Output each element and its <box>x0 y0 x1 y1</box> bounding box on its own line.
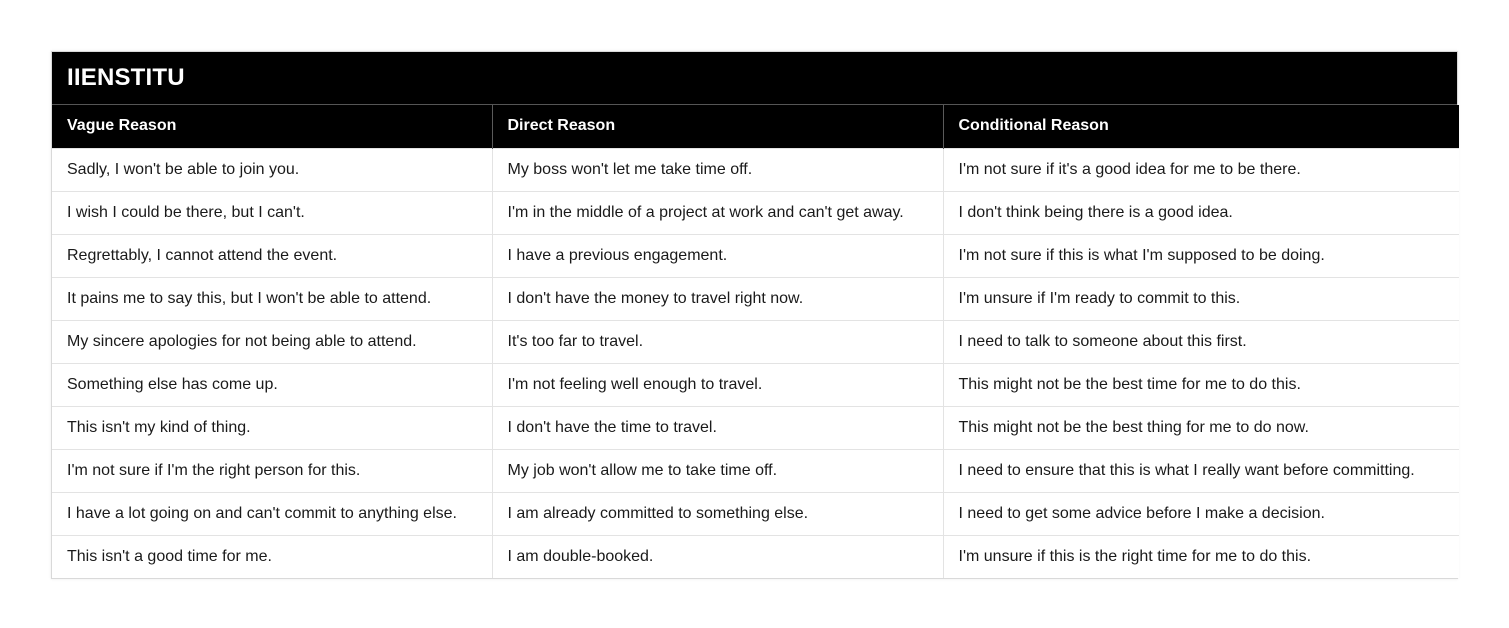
header-row <box>52 105 1459 148</box>
table-row <box>52 234 1459 277</box>
cell-conditional: I need to ensure that this is what I really want before committing. <box>943 449 1459 492</box>
cell-vague: This isn't my kind of thing. <box>52 406 492 449</box>
header-conditional-reason: Conditional Reason <box>943 105 1459 148</box>
table-row <box>52 320 1459 363</box>
cell-conditional: I need to get some advice before I make a decision. <box>943 492 1459 535</box>
cell-conditional: I'm not sure if this is what I'm supposed to be doing. <box>943 234 1459 277</box>
cell-direct: I'm not feeling well enough to travel. <box>492 363 943 406</box>
header-vague-reason: Vague Reason <box>52 105 492 148</box>
cell-conditional: This might not be the best thing for me to do now. <box>943 406 1459 449</box>
table-row <box>52 535 1459 578</box>
cell-vague: I wish I could be there, but I can't. <box>52 191 492 234</box>
table-row <box>52 492 1459 535</box>
table-row <box>52 191 1459 234</box>
cell-vague: Sadly, I won't be able to join you. <box>52 148 492 191</box>
cell-conditional: I need to talk to someone about this first. <box>943 320 1459 363</box>
cell-direct: I'm in the middle of a project at work and can't get away. <box>492 191 943 234</box>
cell-direct: I don't have the money to travel right now. <box>492 277 943 320</box>
cell-direct: I don't have the time to travel. <box>492 406 943 449</box>
table-row <box>52 406 1459 449</box>
cell-conditional: I'm not sure if it's a good idea for me to be there. <box>943 148 1459 191</box>
reasons-table <box>52 105 1459 578</box>
cell-conditional: I don't think being there is a good idea. <box>943 191 1459 234</box>
cell-vague: It pains me to say this, but I won't be able to attend. <box>52 277 492 320</box>
table-row <box>52 277 1459 320</box>
table-title: IIENSTITU <box>52 52 1457 105</box>
cell-direct: It's too far to travel. <box>492 320 943 363</box>
cell-direct: My boss won't let me take time off. <box>492 148 943 191</box>
cell-conditional: This might not be the best time for me to do this. <box>943 363 1459 406</box>
table-row <box>52 449 1459 492</box>
cell-vague: I'm not sure if I'm the right person for this. <box>52 449 492 492</box>
cell-vague: Something else has come up. <box>52 363 492 406</box>
cell-conditional: I'm unsure if I'm ready to commit to this. <box>943 277 1459 320</box>
cell-vague: My sincere apologies for not being able to attend. <box>52 320 492 363</box>
cell-conditional: I'm unsure if this is the right time for me to do this. <box>943 535 1459 578</box>
cell-direct: My job won't allow me to take time off. <box>492 449 943 492</box>
cell-vague: I have a lot going on and can't commit to anything else. <box>52 492 492 535</box>
table-row <box>52 148 1459 191</box>
reasons-table-card <box>51 51 1458 579</box>
cell-direct: I am double-booked. <box>492 535 943 578</box>
cell-direct: I am already committed to something else. <box>492 492 943 535</box>
table-row <box>52 363 1459 406</box>
header-direct-reason: Direct Reason <box>492 105 943 148</box>
cell-vague: Regrettably, I cannot attend the event. <box>52 234 492 277</box>
cell-direct: I have a previous engagement. <box>492 234 943 277</box>
cell-vague: This isn't a good time for me. <box>52 535 492 578</box>
